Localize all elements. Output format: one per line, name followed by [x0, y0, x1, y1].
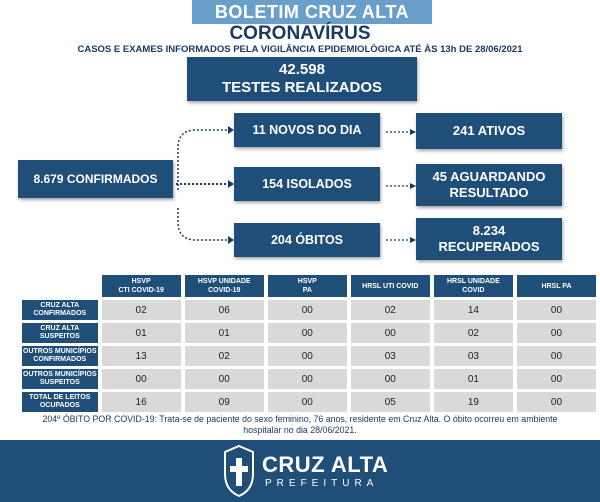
- table-cell: 14: [434, 300, 513, 320]
- table-cell: 16: [102, 392, 181, 412]
- bulletin-title: BOLETIM CRUZ ALTA: [192, 0, 432, 24]
- table-cell: 00: [351, 323, 430, 343]
- footer-logo-sub: PREFEITURA: [265, 478, 379, 489]
- table-corner: [22, 275, 98, 297]
- footer-logo-name: CRUZ ALTA: [262, 452, 389, 477]
- table-row: [22, 323, 596, 343]
- isolated-box: [234, 167, 380, 201]
- table-row: [22, 392, 596, 412]
- crest-icon: [222, 444, 256, 498]
- awaiting-line2: RESULTADO: [449, 185, 529, 200]
- connector-bottom: [178, 208, 228, 240]
- table-row: [22, 300, 596, 320]
- row-header: CRUZ ALTA CONFIRMADOS: [22, 300, 98, 320]
- tests-label: TESTES REALIZADOS: [221, 79, 382, 96]
- table-cell: 01: [185, 323, 264, 343]
- table-cell: 01: [102, 323, 181, 343]
- table-cell: 03: [434, 346, 513, 366]
- deaths-box: [234, 223, 380, 257]
- table-cell: 13: [102, 346, 181, 366]
- table-cell: 00: [268, 346, 347, 366]
- col-header: HRSL PA: [517, 275, 596, 297]
- table-cell: 00: [268, 369, 347, 389]
- table-cell: 00: [517, 392, 596, 412]
- table-cell: 02: [102, 300, 181, 320]
- table-cell: 00: [185, 369, 264, 389]
- death-note: [10, 414, 590, 436]
- table-cell: 19: [434, 392, 513, 412]
- table-cell: 06: [185, 300, 264, 320]
- row-header: OUTROS MUNICÍPIOS SUSPEITOS: [22, 369, 98, 389]
- isolated-label: 154 ISOLADOS: [262, 177, 352, 191]
- table-cell: 02: [351, 300, 430, 320]
- col-header: HSVP CTI COVID-19: [102, 275, 181, 297]
- right-arrows: [384, 120, 418, 250]
- table-cell: 00: [268, 300, 347, 320]
- table-cell: 00: [517, 300, 596, 320]
- table-cell: 09: [185, 392, 264, 412]
- table-cell: 01: [434, 369, 513, 389]
- table-cell: 00: [517, 323, 596, 343]
- table-row: [22, 346, 596, 366]
- table-cell: 00: [268, 323, 347, 343]
- note-line2: hospitalar no dia 28/06/2021.: [243, 425, 357, 435]
- table-cell: 00: [517, 346, 596, 366]
- table-cell: 03: [351, 346, 430, 366]
- table-cell: 02: [185, 346, 264, 366]
- awaiting-line1: 45 AGUARDANDO: [432, 169, 546, 184]
- confirmed-box: [18, 160, 173, 198]
- table-cell: 00: [351, 369, 430, 389]
- row-header: CRUZ ALTA SUSPEITOS: [22, 323, 98, 343]
- recovered-box: [416, 218, 562, 260]
- awaiting-box: [416, 164, 562, 206]
- recovered-count: 8.234: [472, 223, 506, 238]
- table-body: [22, 300, 596, 412]
- page-subtitle: CORONAVÍRUS: [229, 23, 371, 44]
- row-header: OUTROS MUNICÍPIOS CONFIRMADOS: [22, 346, 98, 366]
- table-cell: 00: [517, 369, 596, 389]
- row-header: TOTAL DE LEITOS OCUPADOS: [22, 392, 98, 412]
- table-row: [22, 369, 596, 389]
- hospital-table: [18, 272, 600, 415]
- table-cell: 00: [268, 392, 347, 412]
- tests-count: 42.598: [279, 61, 325, 78]
- new-day-label: 11 NOVOS DO DIA: [252, 123, 362, 137]
- note-line1: 204º ÓBITO POR COVID-19: Trata-se de paciente do sexo feminino, 76 anos, residente em Cruz Alta. O óbito ocorreu em ambiente: [42, 414, 558, 424]
- confirmed-label: 8.679 CONFIRMADOS: [33, 172, 158, 186]
- col-header: HRSL UNIDADE COVID: [434, 275, 513, 297]
- col-header: HSVP PA: [268, 275, 347, 297]
- deaths-label: 204 ÓBITOS: [270, 233, 344, 247]
- col-header: HRSL UTI COVID: [351, 275, 430, 297]
- new-day-box: [234, 113, 380, 147]
- connector-top: [178, 130, 228, 190]
- col-header: HSVP UNIDADE COVID-19: [185, 275, 264, 297]
- table-cell: 05: [351, 392, 430, 412]
- branch-connectors: [170, 118, 240, 254]
- tests-box: [187, 57, 417, 101]
- cases-info-line: CASOS E EXAMES INFORMADOS PELA VIGILÂNCIA EPIDEMIOLÓGICA ATÉ ÀS 13h DE 28/06/2021: [77, 44, 523, 55]
- table-cell: 00: [102, 369, 181, 389]
- recovered-label: RECUPERADOS: [438, 239, 540, 254]
- active-label: 241 ATIVOS: [452, 123, 526, 138]
- table-cell: 02: [434, 323, 513, 343]
- table-header-row: [22, 275, 596, 297]
- active-box: [416, 113, 562, 149]
